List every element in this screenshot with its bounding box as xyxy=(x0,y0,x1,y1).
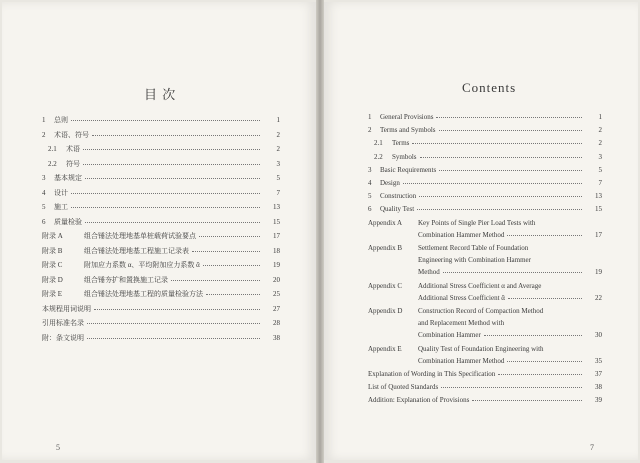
toc-label: Key Points of Single Pier Load Tests with xyxy=(418,218,536,227)
toc-number: Appendix E xyxy=(368,344,402,353)
toc-entry xyxy=(324,305,614,317)
toc-entry xyxy=(324,329,614,341)
toc-entry xyxy=(324,317,614,329)
toc-label: 组合锤法处理地基工程施工记录表 xyxy=(84,246,189,255)
toc-page-number: 1 xyxy=(598,113,602,121)
toc-label: Quality Test of Foundation Engineering with xyxy=(418,344,544,353)
toc-page-number: 20 xyxy=(273,275,280,284)
toc-number: 5 xyxy=(42,203,46,211)
dot-leader xyxy=(439,170,582,171)
dot-leader xyxy=(85,222,260,223)
dot-leader xyxy=(441,387,582,388)
toc-entry xyxy=(2,158,292,170)
toc-label: Construction xyxy=(380,192,417,201)
dot-leader xyxy=(171,280,260,281)
toc-number: 1 xyxy=(42,116,46,124)
dot-leader xyxy=(87,323,260,324)
toc-number: 附录 D xyxy=(42,275,63,284)
dot-leader xyxy=(507,235,582,236)
toc-entry xyxy=(324,229,614,241)
toc-page-number: 15 xyxy=(273,217,280,226)
toc-label: Combination Hammer Method xyxy=(418,356,505,365)
toc-page-number: 13 xyxy=(595,192,602,201)
toc-label: Construction Record of Compaction Method xyxy=(418,307,544,315)
dot-leader xyxy=(206,294,260,295)
toc-entry xyxy=(324,394,614,406)
dot-leader xyxy=(92,135,260,136)
toc-entry xyxy=(2,288,292,300)
toc-page-number: 2 xyxy=(276,145,280,153)
toc-page-number: 30 xyxy=(595,331,602,340)
toc-page-number: 5 xyxy=(276,174,280,182)
toc-number: 5 xyxy=(368,192,372,201)
toc-page-number: 19 xyxy=(273,261,280,269)
page-title: Contents xyxy=(462,80,517,95)
toc-label: 本规程用词说明 xyxy=(42,304,91,313)
dot-leader xyxy=(203,265,260,266)
dot-leader xyxy=(199,236,260,237)
toc-label: Design xyxy=(380,179,400,187)
toc-entry xyxy=(2,303,292,315)
toc-number: 3 xyxy=(368,165,372,174)
toc-label: Combination Hammer Method xyxy=(418,230,505,239)
toc-number: 附录 A xyxy=(42,232,63,240)
toc-page-number: 17 xyxy=(595,230,602,239)
toc-number: 1 xyxy=(368,113,372,121)
dot-leader xyxy=(85,178,260,179)
toc-number: Appendix A xyxy=(368,218,403,227)
toc-entry xyxy=(324,254,614,266)
toc-page-number: 19 xyxy=(595,268,602,277)
toc-number: 4 xyxy=(42,188,46,197)
toc-label: 引用标准名录 xyxy=(42,319,84,327)
toc-page-number: 1 xyxy=(276,116,280,124)
toc-page-number: 7 xyxy=(598,179,602,187)
toc-number: Appendix D xyxy=(368,307,403,315)
toc-number: Appendix B xyxy=(368,244,403,252)
toc-entry xyxy=(324,343,614,355)
toc-entry xyxy=(2,332,292,344)
toc-entry xyxy=(324,164,614,176)
toc-page-number: 38 xyxy=(595,383,602,392)
toc-number: 6 xyxy=(368,205,372,214)
dot-leader xyxy=(417,209,582,210)
toc-entry xyxy=(324,151,614,163)
toc-page-number: 7 xyxy=(276,188,280,197)
toc-number: 2.2 xyxy=(374,152,383,161)
toc-entry xyxy=(324,203,614,215)
toc-entry xyxy=(324,177,614,189)
toc-page-number: 22 xyxy=(595,293,602,302)
toc-label: 组合锤法处理地基工程的质量检验方法 xyxy=(84,290,203,298)
toc-label: List of Quoted Standards xyxy=(368,383,439,392)
toc-label: 施工 xyxy=(54,203,68,211)
dot-leader xyxy=(403,183,582,184)
right-page xyxy=(324,2,638,460)
dot-leader xyxy=(83,149,260,150)
toc-number: 2.2 xyxy=(48,159,57,168)
toc-label: Additional Stress Coefficient ᾱ xyxy=(418,293,505,302)
toc-entry xyxy=(2,114,292,126)
toc-number: 4 xyxy=(368,179,372,187)
toc-page-number: 39 xyxy=(595,396,602,405)
toc-label: Terms and Symbols xyxy=(380,126,436,135)
toc-label: 附：条文说明 xyxy=(42,333,84,342)
toc-entry xyxy=(2,129,292,141)
toc-label: and Replacement Method with xyxy=(418,319,505,328)
page-number: 5 xyxy=(56,443,60,452)
toc-page-number: 17 xyxy=(273,232,280,240)
toc-page-number: 2 xyxy=(598,139,602,148)
toc-page-number: 15 xyxy=(595,205,602,214)
toc-number: 附录 E xyxy=(42,290,63,298)
toc-entry xyxy=(324,381,614,393)
toc-number: 2 xyxy=(42,130,46,139)
toc-entry xyxy=(324,280,614,292)
dot-leader xyxy=(436,117,582,118)
toc-label: Symbols xyxy=(392,152,417,161)
toc-label: 质量检验 xyxy=(54,217,82,226)
toc-entry xyxy=(324,242,614,254)
dot-leader xyxy=(71,207,260,208)
toc-page-number: 37 xyxy=(595,370,602,378)
toc-label: 组合锤法处理地基单桩载荷试验要点 xyxy=(84,232,196,240)
page-number: 7 xyxy=(590,443,594,452)
dot-leader xyxy=(498,374,582,375)
toc-entry xyxy=(2,317,292,329)
toc-number: 2.1 xyxy=(374,139,383,148)
toc-entry xyxy=(2,187,292,199)
toc-page-number: 18 xyxy=(273,246,280,255)
toc-label: Engineering with Combination Hammer xyxy=(418,256,531,265)
toc-entry xyxy=(2,216,292,228)
toc-page-number: 28 xyxy=(273,319,280,327)
toc-entry xyxy=(2,143,292,155)
toc-label: Terms xyxy=(392,139,410,148)
toc-label: Method xyxy=(418,268,440,277)
toc-entry xyxy=(324,190,614,202)
toc-number: 附录 C xyxy=(42,261,63,269)
toc-label: Basic Requirements xyxy=(380,165,437,174)
toc-number: Appendix C xyxy=(368,281,403,290)
toc-label: 附加应力系数 α、平均附加应力系数 ᾱ xyxy=(84,261,200,269)
toc-page-number: 25 xyxy=(273,290,280,298)
dot-leader xyxy=(420,157,582,158)
dot-leader xyxy=(71,120,260,121)
dot-leader xyxy=(83,164,260,165)
toc-number: 3 xyxy=(42,174,46,182)
toc-entry xyxy=(324,355,614,367)
toc-page-number: 27 xyxy=(273,304,280,313)
toc-page-number: 3 xyxy=(598,152,602,161)
toc-page-number: 3 xyxy=(276,159,280,168)
dot-leader xyxy=(71,193,260,194)
page-title: 目 次 xyxy=(144,87,177,102)
book-gutter xyxy=(316,0,324,463)
dot-leader xyxy=(472,400,582,401)
toc-entry xyxy=(324,137,614,149)
toc-entry xyxy=(324,124,614,136)
dot-leader xyxy=(443,272,582,273)
toc-number: 6 xyxy=(42,217,46,226)
dot-leader xyxy=(87,338,260,339)
toc-entry xyxy=(324,111,614,123)
toc-label: 设计 xyxy=(54,188,68,197)
toc-entry xyxy=(324,217,614,229)
toc-page-number: 2 xyxy=(276,130,280,139)
toc-entry xyxy=(2,274,292,286)
toc-label: Additional Stress Coefficient α and Average xyxy=(418,281,542,290)
toc-page-number: 38 xyxy=(273,333,280,342)
toc-entry xyxy=(2,259,292,271)
toc-label: General Provisions xyxy=(380,113,434,121)
toc-label: Explanation of Wording in This Specification xyxy=(368,370,496,378)
toc-page-number: 5 xyxy=(598,165,602,174)
toc-label: 组合锤夯扩和置换施工记录 xyxy=(84,275,168,284)
toc-entry xyxy=(2,201,292,213)
dot-leader xyxy=(484,335,582,336)
toc-entry xyxy=(2,230,292,242)
dot-leader xyxy=(507,361,582,362)
toc-entry xyxy=(2,172,292,184)
toc-label: Addition: Explanation of Provisions xyxy=(368,396,470,405)
dot-leader xyxy=(192,251,260,252)
toc-number: 附录 B xyxy=(42,246,63,255)
dot-leader xyxy=(94,309,260,310)
left-page xyxy=(2,2,316,460)
toc-label: Quality Test xyxy=(380,205,415,214)
toc-entry xyxy=(324,368,614,380)
dot-leader xyxy=(439,130,582,131)
dot-leader xyxy=(419,196,582,197)
toc-label: Settlement Record Table of Foundation xyxy=(418,244,529,252)
toc-label: 基本规定 xyxy=(54,174,82,182)
toc-entry xyxy=(2,245,292,257)
toc-number: 2 xyxy=(368,126,372,135)
toc-label: 术语 xyxy=(66,145,80,153)
toc-number: 2.1 xyxy=(48,145,57,153)
toc-label: 符号 xyxy=(66,159,80,168)
toc-page-number: 2 xyxy=(598,126,602,135)
toc-page-number: 35 xyxy=(595,356,602,365)
toc-entry xyxy=(324,266,614,278)
toc-entry xyxy=(324,292,614,304)
toc-label: 总则 xyxy=(54,116,68,124)
toc-label: Combination Hammer xyxy=(418,331,481,340)
dot-leader xyxy=(412,143,582,144)
toc-page-number: 13 xyxy=(273,203,280,211)
dot-leader xyxy=(508,298,582,299)
toc-label: 术语、符号 xyxy=(54,130,89,139)
